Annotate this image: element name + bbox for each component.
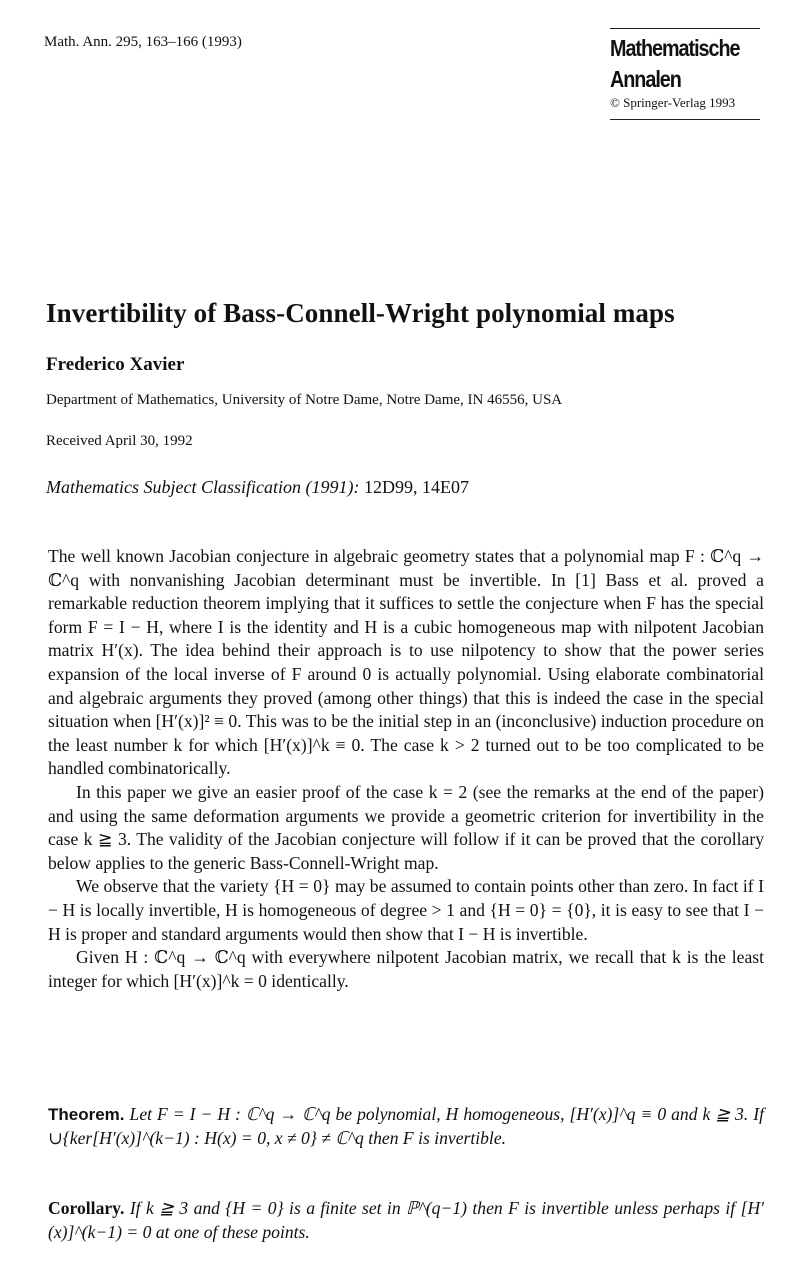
paragraph-contribution: In this paper we give an easier proof of the case k = 2 (see the remarks at the end of the paper) and using the same deformation arguments we provide a geometric criterion for invertibility in the case k ≧ 3. The validity of the Jacobian conjecture will follow if it can be proved that the corollary below applies to the generic Bass-Connell-Wright map. bbox=[48, 781, 764, 873]
author-affiliation: Department of Mathematics, University of Notre Dame, Notre Dame, IN 46556, USA bbox=[46, 392, 563, 408]
subject-classification bbox=[46, 477, 469, 498]
corollary-statement: If k ≧ 3 and {H = 0} is a finite set in ℙ^(q−1) then F is invertible unless perhaps if [H′(x)]^(k−1) = 0 at one of these points. bbox=[48, 1198, 764, 1242]
paper-title: Invertibility of Bass-Connell-Wright polynomial maps bbox=[46, 298, 675, 328]
masthead-top-rule bbox=[610, 28, 760, 29]
msc-codes: 12D99, 14E07 bbox=[359, 477, 469, 497]
msc-label: Mathematics Subject Classification (1991): bbox=[46, 477, 360, 497]
paragraph-observation: We observe that the variety {H = 0} may be assumed to contain points other than zero. In fact if I − H is locally invertible, H is homogeneous of degree > 1 and {H = 0} = {0}, it is easy to see that I − H is proper and standard arguments would then show that I − H is invertible. bbox=[48, 876, 764, 944]
journal-citation: Math. Ann. 295, 163–166 (1993) bbox=[44, 34, 242, 50]
journal-masthead bbox=[610, 28, 760, 120]
theorem-block bbox=[48, 1103, 764, 1150]
theorem-statement: Let F = I − H : ℂ^q → ℂ^q be polynomial, H homogeneous, [H′(x)]^q ≡ 0 and k ≧ 3. If ∪{ker[H′(x)]^(k−1) : H(x) = 0, x ≠ 0} ≠ ℂ^q then F is invertible. bbox=[48, 1104, 764, 1148]
journal-name-line2: Annalen bbox=[610, 66, 681, 92]
copyright-notice: © Springer-Verlag 1993 bbox=[610, 95, 736, 110]
masthead-bottom-rule bbox=[610, 119, 760, 120]
corollary-label: Corollary. bbox=[48, 1198, 125, 1218]
journal-name-line1: Mathematische bbox=[610, 35, 740, 61]
paragraph-definition: Given H : ℂ^q → ℂ^q with everywhere nilpotent Jacobian matrix, we recall that k is the least integer for which [H′(x)]^k = 0 identically. bbox=[48, 947, 764, 991]
author-name: Frederico Xavier bbox=[46, 354, 185, 375]
paragraph-intro: The well known Jacobian conjecture in algebraic geometry states that a polynomial map F : ℂ^q → ℂ^q with nonvanishing Jacobian determinant must be invertible. In [1] Bass et al. proved a remarkable reduction theorem implying that it suffices to settle the conjecture when F has the special form F = I − H, where I is the identity and H is a cubic homogeneous map with nilpotent Jacobian matrix H′(x). The idea behind their approach is to use nilpotency to show that the power series expansion of the local inverse of F around 0 is actually polynomial. Using elaborate combinatorial and algebraic arguments they proved (among other things) that this is indeed the case in the special situation when [H′(x)]² ≡ 0. This was to be the initial step in an (inconclusive) induction procedure on the least number k for which [H′(x)]^k ≡ 0. The case k > 2 turned out to be too complicated to be handled combinatorically. bbox=[48, 546, 764, 779]
theorem-label: Theorem. bbox=[48, 1105, 125, 1124]
body-text bbox=[48, 545, 764, 993]
corollary-block bbox=[48, 1197, 764, 1244]
received-date: Received April 30, 1992 bbox=[46, 433, 193, 449]
